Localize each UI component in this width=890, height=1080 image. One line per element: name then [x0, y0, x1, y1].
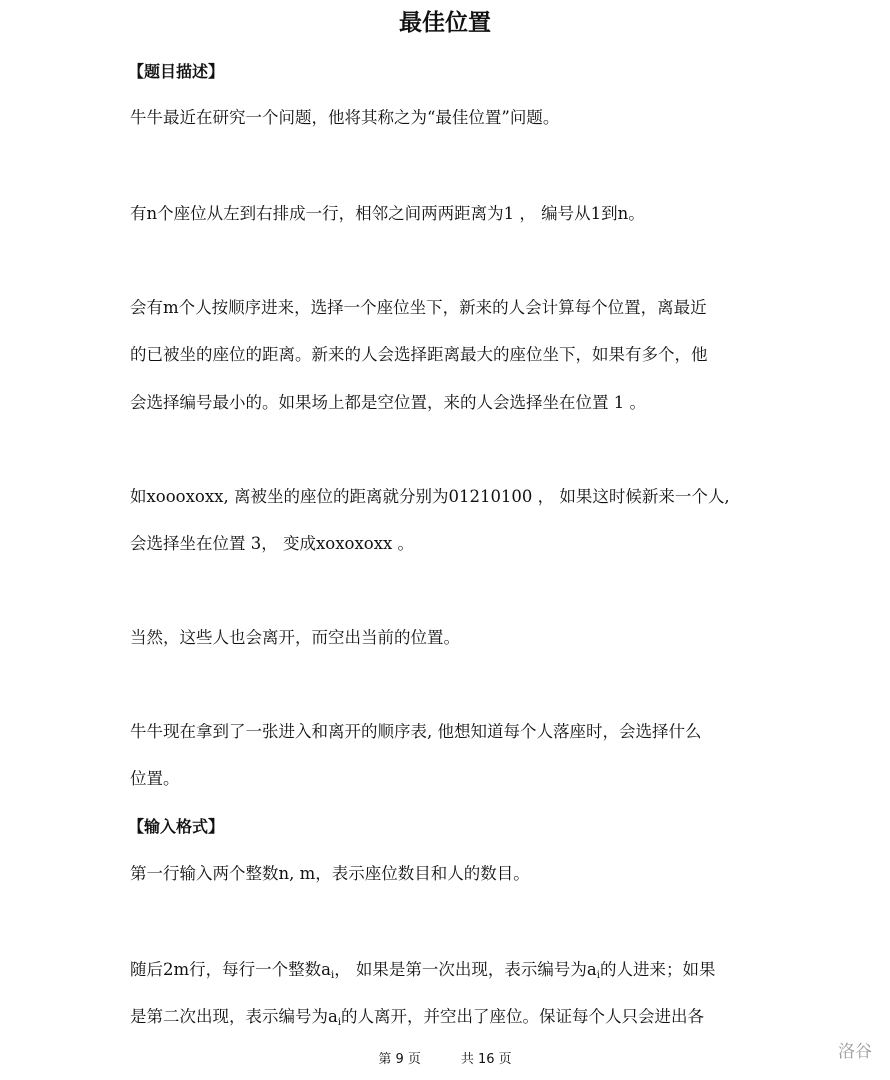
paragraph-input-lines-2	[130, 1005, 770, 1035]
text-segment: 的人离开，并空出了座位。保证每个人只会进出各	[341, 1007, 705, 1026]
paragraph-input-first-line: 第一行输入两个整数n, m，表示座位数目和人的数目。	[130, 864, 530, 883]
paragraph-schedule-line-1: 牛牛现在拿到了一张进入和离开的顺序表, 他想知道每个人落座时，会选择什么	[130, 722, 702, 741]
page-title: 最佳位置	[399, 10, 491, 36]
paragraph-schedule-line-2: 位置。	[130, 769, 180, 788]
paragraph-example-line-2: 会选择坐在位置 3， 变成xoxoxoxx 。	[130, 534, 415, 553]
section-heading-description: 【题目描述】	[128, 62, 225, 81]
paragraph-rules-line-1: 会有m个人按顺序进来，选择一个座位坐下，新来的人会计算每个位置，离最近	[130, 298, 707, 317]
text-segment: 随后2m行，每行一个整数a	[130, 960, 331, 979]
paragraph-intro: 牛牛最近在研究一个问题，他将其称之为“最佳位置”问题。	[130, 108, 560, 127]
paragraph-rules-line-3: 会选择编号最小的。如果场上都是空位置，来的人会选择坐在位置 1 。	[130, 393, 646, 412]
page-footer	[0, 1050, 890, 1070]
text-segment: 的人进来；如果	[599, 960, 716, 979]
page-number-current: 第 9 页	[378, 1052, 421, 1067]
paragraph-input-lines-1	[130, 958, 770, 988]
paragraph-leave: 当然，这些人也会离开，而空出当前的位置。	[130, 628, 460, 647]
text-segment: 是第二次出现，表示编号为a	[130, 1007, 338, 1026]
page-number-total: 共 16 页	[460, 1052, 512, 1067]
paragraph-rules-line-2: 的已被坐的座位的距离。新来的人会选择距离最大的座位坐下，如果有多个，他	[130, 345, 708, 364]
text-segment: ， 如果是第一次出现，表示编号为a	[334, 960, 597, 979]
subscript-i: i	[596, 970, 600, 981]
paragraph-seats: 有n个座位从左到右排成一行，相邻之间两两距离为1 ， 编号从1到n。	[130, 204, 645, 223]
paragraph-example-line-1: 如xoooxoxx, 离被坐的座位的距离就分别为01210100 ， 如果这时候新来一个人,	[130, 487, 730, 506]
section-heading-input: 【输入格式】	[128, 817, 225, 836]
subscript-i: i	[337, 1017, 342, 1028]
subscript-i: i	[330, 970, 335, 981]
luogu-watermark: 洛谷	[838, 1042, 872, 1062]
